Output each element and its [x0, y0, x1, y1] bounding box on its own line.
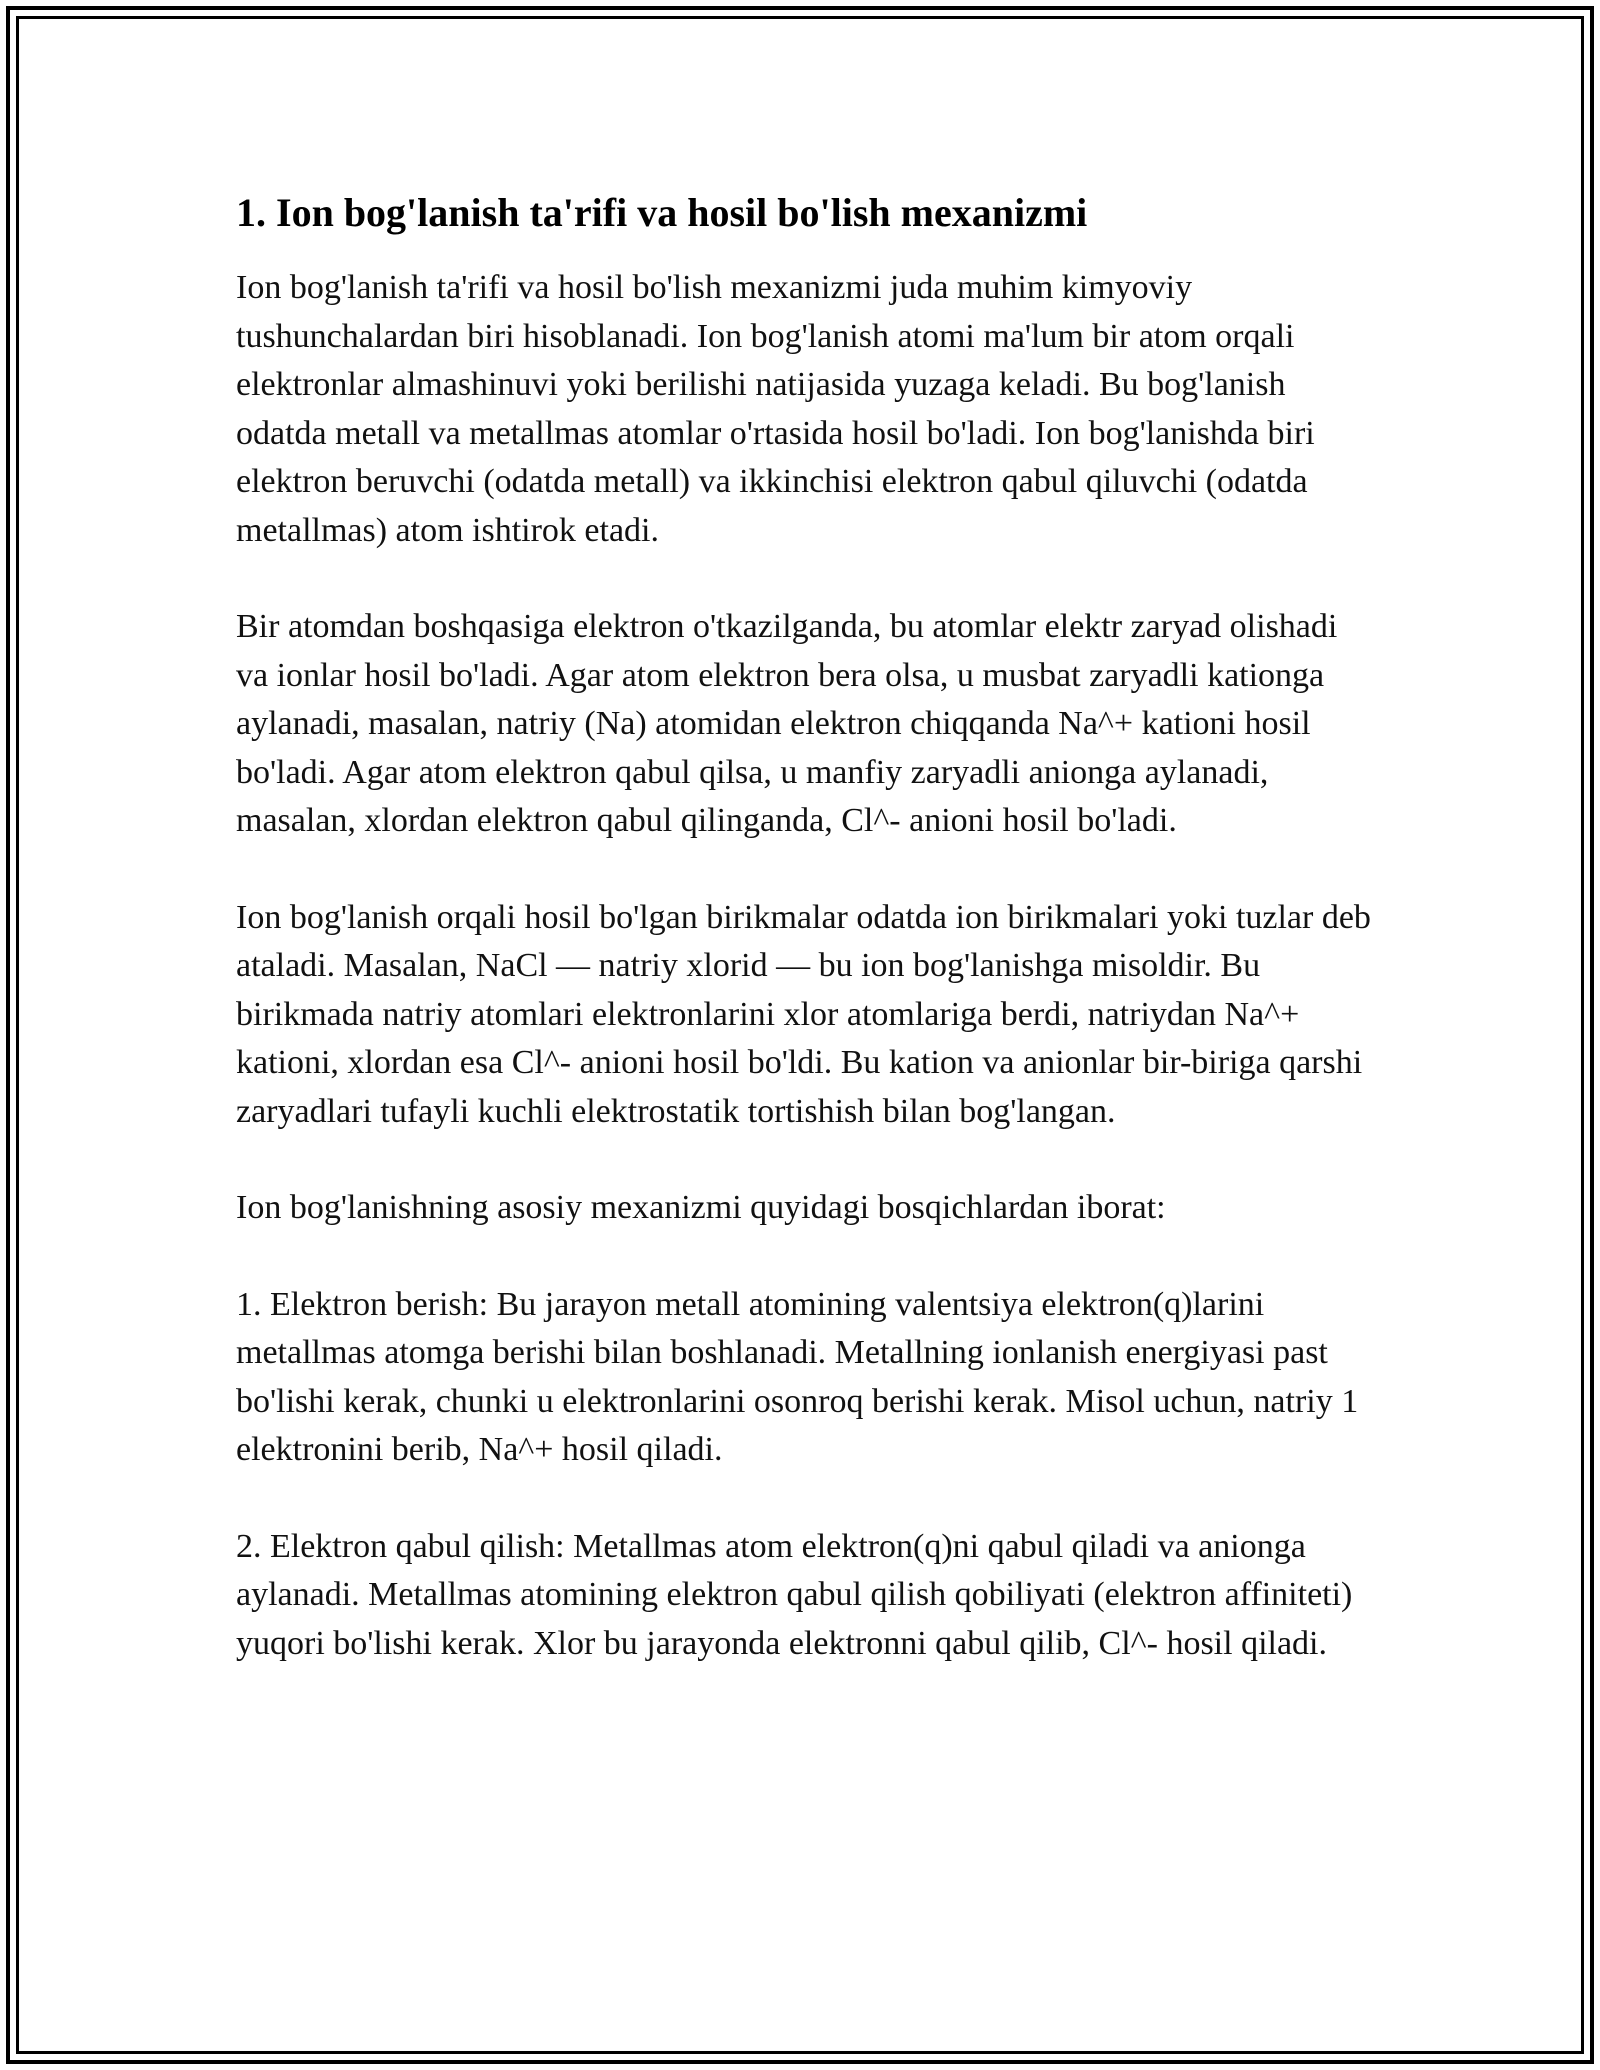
- paragraph-step-electron-donation: 1. Elektron berish: Bu jarayon metall atomining valentsiya elektron(q)larini metallmas atomga berishi bilan boshlanadi. Metallning ionlanish energiyasi past bo'lishi kerak, chunki u elektronlarini osonroq berishi kerak. Misol uchun, natriy 1 elektronini berib, Na^+ hosil qiladi.: [236, 1285, 1359, 1468]
- document-body: [236, 188, 1376, 1716]
- paragraph-ion-formation: Bir atomdan boshqasiga elektron o'tkazilganda, bu atomlar elektr zaryad olishadi va ionlar hosil bo'ladi. Agar atom elektron bera olsa, u musbat zaryadli kationga aylanadi, masalan, natriy (Na) atomidan elektron chiqqanda Na^+ kationi hosil bo'ladi. Agar atom elektron qabul qilsa, u manfiy zaryadli anionga aylanadi, masalan, xlordan elektron qabul qilinganda, Cl^- anioni hosil bo'ladi.: [236, 608, 1338, 839]
- paragraph-ionic-compounds: Ion bog'lanish orqali hosil bo'lgan birikmalar odatda ion birikmalari yoki tuzlar deb ataladi. Masalan, NaCl — natriy xlorid — bu ion bog'lanishga misoldir. Bu birikmada natriy atomlari elektronlarini xlor atomlariga berdi, natriydan Na^+ kationi, xlordan esa Cl^- anioni hosil bo'ldi. Bu kation va anionlar bir-biriga qarshi zaryadlari tufayli kuchli elektrostatik tortishish bilan bog'langan.: [236, 898, 1371, 1130]
- paragraph-definition: Ion bog'lanish ta'rifi va hosil bo'lish mexanizmi juda muhim kimyoviy tushunchalardan biri hisoblanadi. Ion bog'lanish atomi ma'lum bir atom orqali elektronlar almashinuvi yoki berilishi natijasida yuzaga keladi. Bu bog'lanish odatda metall va metallmas atomlar o'rtasida hosil bo'ladi. Ion bog'lanishda biri elektron beruvchi (odatda metall) va ikkinchisi elektron qabul qiluvchi (odatda metallmas) atom ishtirok etadi.: [236, 269, 1315, 549]
- section-heading: 1. Ion bog'lanish ta'rifi va hosil bo'lish mexanizmi: [236, 190, 1088, 235]
- paragraph-mechanism-intro: Ion bog'lanishning asosiy mexanizmi quyidagi bosqichlardan iborat:: [236, 1189, 1166, 1226]
- paragraph-step-electron-acceptance: 2. Elektron qabul qilish: Metallmas atom elektron(q)ni qabul qiladi va anionga aylanadi. Metallmas atomining elektron qabul qilish qobiliyati (elektron affiniteti) yuqori bo'lishi kerak. Xlor bu jarayonda elektronni qabul qilib, Cl^- hosil qiladi.: [236, 1527, 1353, 1662]
